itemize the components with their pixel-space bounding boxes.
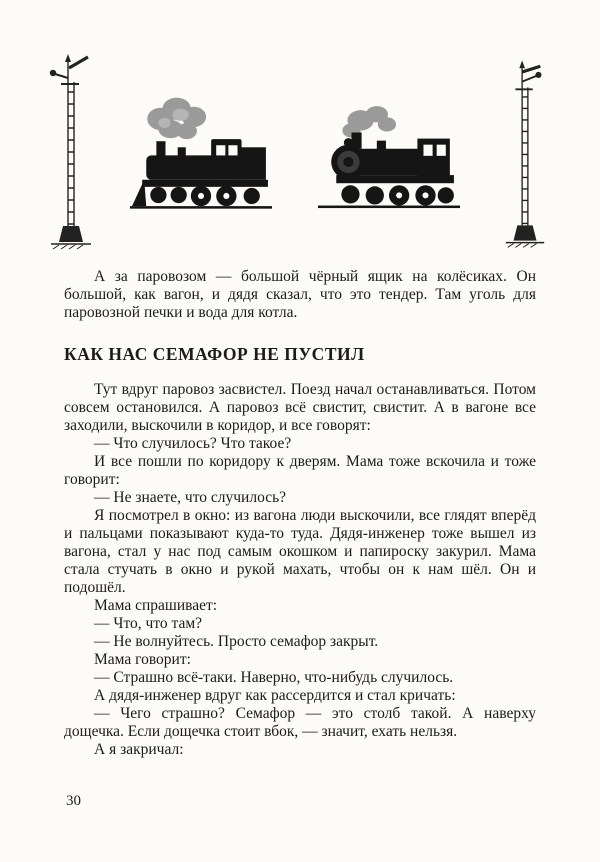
intro-paragraph: А за паровозом — большой чёрный ящик на колёсиках. Он большой, как вагон, и дядя сказал, что это тендер. Там уголь для паровозной печки и вода для котла. bbox=[64, 268, 536, 321]
paragraph: Мама говорит: bbox=[94, 651, 191, 668]
paragraph: А дядя-инженер вдруг как рассердится и стал кричать: bbox=[94, 687, 456, 704]
dialogue-line: — Что случилось? Что такое? bbox=[94, 435, 292, 452]
paragraph: И все пошли по коридору к дверям. Мама тоже вскочила и тоже говорит: bbox=[64, 453, 536, 488]
dialogue-line: — Что, что там? bbox=[94, 615, 203, 632]
dialogue-line: — Не волнуйтесь. Просто семафор закрыт. bbox=[94, 633, 379, 650]
paragraph: Мама спрашивает: bbox=[94, 597, 218, 614]
paragraph: А я закричал: bbox=[94, 741, 184, 758]
steam-locomotive-right-illustration bbox=[318, 102, 460, 234]
chapter-heading: КАК НАС СЕМАФОР НЕ ПУСТИЛ bbox=[64, 344, 365, 364]
semaphore-signal-right-illustration bbox=[502, 54, 548, 252]
paragraph: Тут вдруг паровоз засвистел. Поезд начал останавливаться. Потом совсем остановился. А паровоз всё свистит, свистит. А в вагоне все заходили, выскочили в коридор, и все говорят: bbox=[64, 381, 536, 434]
dialogue-line: — Страшно всё-таки. Наверно, что-нибудь случилось. bbox=[94, 669, 454, 686]
steam-locomotive-left-illustration bbox=[130, 88, 272, 236]
dialogue-line: — Чего страшно? Семафор — это столб такой. А наверху дощечка. Если дощечка стоит вбок, — значит, ехать нельзя. bbox=[64, 705, 536, 740]
semaphore-signal-left-illustration bbox=[46, 48, 96, 253]
text-block bbox=[64, 268, 536, 759]
paragraph: Я посмотрел в окно: из вагона люди выскочили, все глядят вперёд и пальцами показывают куда-то туда. Дядя-инженер тоже вышел из вагона, стал у нас под самым окошком и папироску закурил. Мама стала стучать в окно и рукой махать, чтобы он к нам шёл. Он и подошёл. bbox=[64, 507, 536, 596]
dialogue-line: — Не знаете, что случилось? bbox=[94, 489, 287, 506]
page-number: 30 bbox=[66, 793, 81, 809]
